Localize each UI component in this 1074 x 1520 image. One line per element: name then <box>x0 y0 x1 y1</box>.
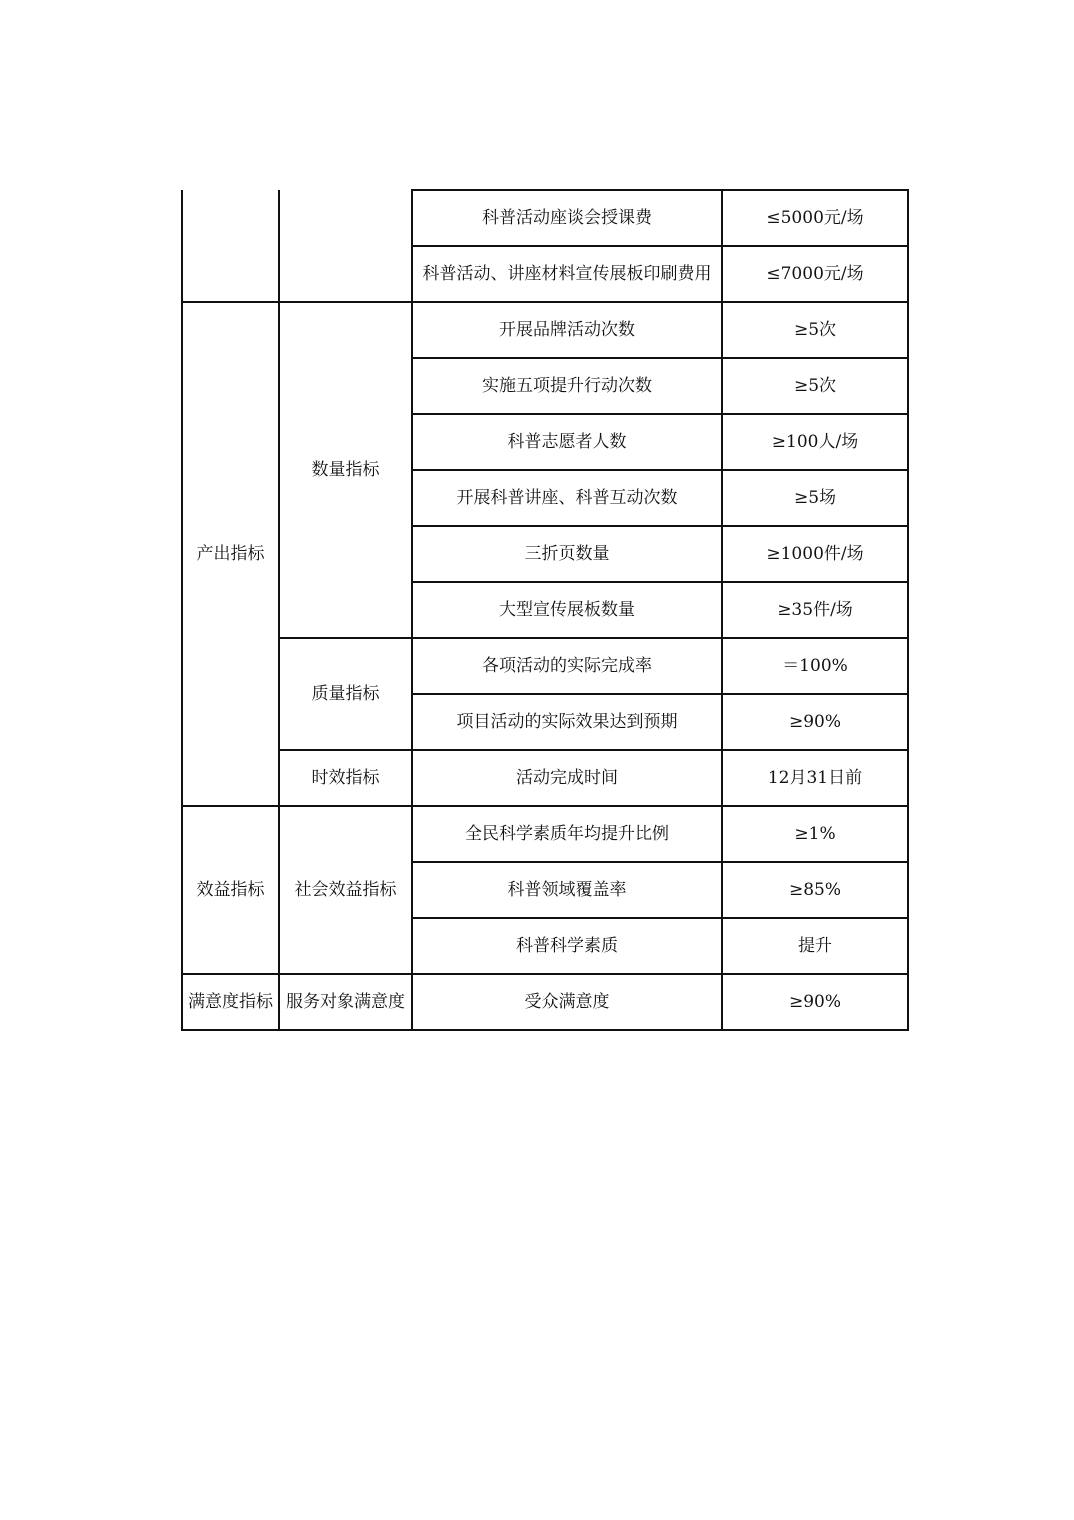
level1-output-label: 产出指标 <box>182 302 279 806</box>
indicator-value: ≥100人/场 <box>722 414 908 470</box>
level2-social-label: 社会效益指标 <box>279 806 412 974</box>
indicator-value: ≥5场 <box>722 470 908 526</box>
indicator-name: 实施五项提升行动次数 <box>412 358 722 414</box>
level1-benefit-label: 效益指标 <box>182 806 279 974</box>
indicator-value: ≥5次 <box>722 302 908 358</box>
indicator-value: ≥90% <box>722 974 908 1030</box>
level2-quantity-label: 数量指标 <box>279 302 412 638</box>
indicator-name: 受众满意度 <box>412 974 722 1030</box>
indicator-name: 科普活动、讲座材料宣传展板印刷费用 <box>412 246 722 302</box>
indicator-value: 提升 <box>722 918 908 974</box>
indicator-value: ≥35件/场 <box>722 582 908 638</box>
table-row <box>182 190 908 246</box>
table-row <box>182 750 908 806</box>
indicator-name: 全民科学素质年均提升比例 <box>412 806 722 862</box>
indicator-name: 科普志愿者人数 <box>412 414 722 470</box>
table-row <box>182 302 908 358</box>
table-row <box>182 638 908 694</box>
indicator-name: 大型宣传展板数量 <box>412 582 722 638</box>
table-row <box>182 974 908 1030</box>
indicator-name: 科普活动座谈会授课费 <box>412 190 722 246</box>
indicator-name: 活动完成时间 <box>412 750 722 806</box>
indicator-value: ≥1% <box>722 806 908 862</box>
indicator-name: 项目活动的实际效果达到预期 <box>412 694 722 750</box>
level1-satisfaction-label: 满意度指标 <box>182 974 279 1030</box>
indicator-name: 科普科学素质 <box>412 918 722 974</box>
indicator-name: 开展品牌活动次数 <box>412 302 722 358</box>
indicator-value: ≥1000件/场 <box>722 526 908 582</box>
indicator-value: ≥5次 <box>722 358 908 414</box>
indicator-value: ＝100% <box>722 638 908 694</box>
performance-indicator-table <box>181 189 909 1031</box>
indicator-value: ≤5000元/场 <box>722 190 908 246</box>
indicator-value: ≤7000元/场 <box>722 246 908 302</box>
level1-continued-cell <box>182 190 279 302</box>
table-row <box>182 806 908 862</box>
level2-timeliness-label: 时效指标 <box>279 750 412 806</box>
level2-service-label: 服务对象满意度 <box>279 974 412 1030</box>
indicator-name: 各项活动的实际完成率 <box>412 638 722 694</box>
indicator-value: 12月31日前 <box>722 750 908 806</box>
level2-continued-cell <box>279 190 412 302</box>
level2-quality-label: 质量指标 <box>279 638 412 750</box>
indicator-value: ≥90% <box>722 694 908 750</box>
indicator-name: 三折页数量 <box>412 526 722 582</box>
indicator-value: ≥85% <box>722 862 908 918</box>
indicator-name: 开展科普讲座、科普互动次数 <box>412 470 722 526</box>
indicator-name: 科普领域覆盖率 <box>412 862 722 918</box>
